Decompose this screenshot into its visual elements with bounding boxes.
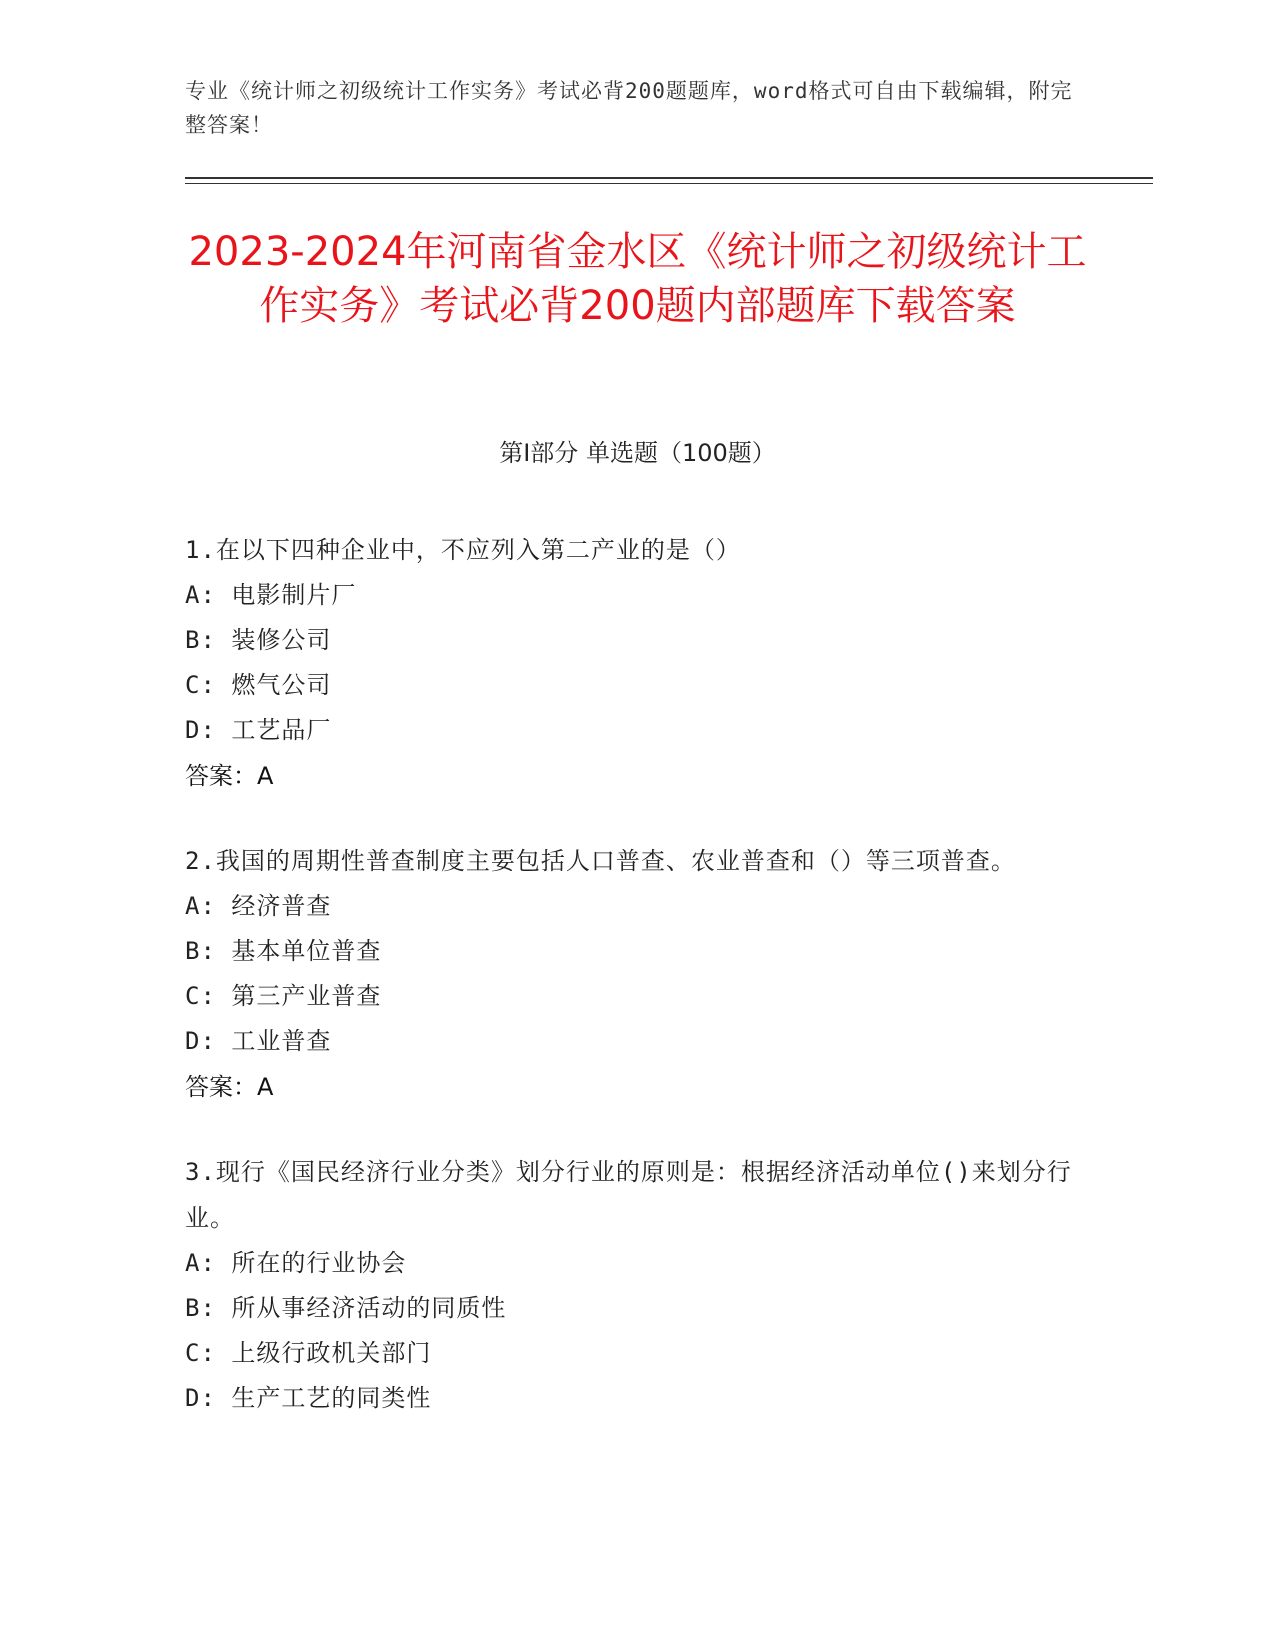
question-stem: 3.现行《国民经济行业分类》划分行业的原则是：根据经济活动单位()来划分行业。 <box>185 1158 1072 1232</box>
question-option: C: 燃气公司 <box>185 671 332 699</box>
question-item <box>185 527 1085 799</box>
question-option: C: 第三产业普查 <box>185 982 382 1010</box>
question-option: D: 生产工艺的同类性 <box>185 1384 432 1412</box>
question-stem: 1.在以下四种企业中，不应列入第二产业的是（） <box>185 536 741 564</box>
header-divider-thin <box>185 183 1153 184</box>
question-answer: 答案：A <box>185 1073 274 1101</box>
question-item <box>185 1149 1085 1421</box>
question-option: B: 基本单位普查 <box>185 937 382 965</box>
question-list <box>185 527 1085 1460</box>
question-option: A: 所在的行业协会 <box>185 1249 407 1277</box>
question-option: D: 工业普查 <box>185 1027 332 1055</box>
question-option: A: 经济普查 <box>185 892 332 920</box>
section-title: 第I部分 单选题（100题） <box>499 439 776 467</box>
question-option: A: 电影制片厂 <box>185 581 357 609</box>
header-divider-thick <box>185 177 1153 179</box>
question-answer: 答案：A <box>185 762 274 790</box>
question-option: D: 工艺品厂 <box>185 716 332 744</box>
question-item <box>185 838 1085 1110</box>
document-title: 2023-2024年河南省金水区《统计师之初级统计工作实务》考试必背200题内部题库下载答案 <box>188 229 1087 329</box>
question-option: C: 上级行政机关部门 <box>185 1339 432 1367</box>
header-note: 专业《统计师之初级统计工作实务》考试必背200题题库，word格式可自由下载编辑，附完整答案！ <box>185 79 1073 137</box>
question-stem: 2.我国的周期性普查制度主要包括人口普查、农业普查和（）等三项普查。 <box>185 847 1016 875</box>
question-option: B: 装修公司 <box>185 626 332 654</box>
question-option: B: 所从事经济活动的同质性 <box>185 1294 507 1322</box>
